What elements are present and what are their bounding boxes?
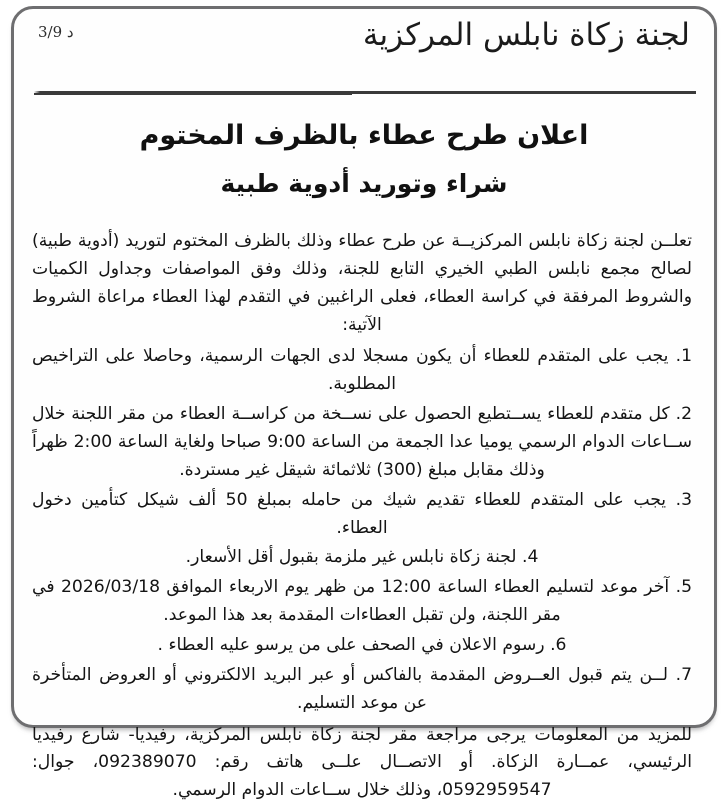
advertisement-header <box>14 9 714 91</box>
condition-number: 1. <box>675 346 692 367</box>
condition-text: يجب على المتقدم للعطاء أن يكون مسجلا لدى الجهات الرسمية، وحاصلا على التراخيص المطلوبة. <box>32 346 669 395</box>
condition-number: 7. <box>675 664 692 685</box>
advertisement-title: اعلان طرح عطاء بالظرف المختوم <box>139 120 589 151</box>
condition-item <box>32 632 692 660</box>
conditions-list <box>32 343 692 717</box>
advertisement-body <box>32 228 692 805</box>
condition-text: يجب على المتقدم للعطاء تقديم شيك من حامله بمبلغ 50 ألف شيكل كتأمين دخول العطاء. <box>32 489 667 538</box>
condition-item <box>32 662 692 718</box>
organization-name: لجنة زكاة نابلس المركزية <box>362 17 690 53</box>
condition-text: آخر موعد لتسليم العطاء الساعة 12:00 من ظهر يوم الاربعاء الموافق 2026/03/18 في مقر اللجنة، ولن تقبل العطاءات المقدمة بعد هذا الموعد. <box>32 577 670 626</box>
advertisement-subtitle: شراء وتوريد أدوية طبية <box>220 168 508 198</box>
intro-paragraph: تعلــن لجنة زكاة نابلس المركزيــة عن طرح عطاء وذلك بالظرف المختوم لتوريد (أدوية طبية) لصالح مجمع نابلس الطبي الخيري التابع للجنة، وذلك وفق المواصفات وجداول الكميات والشروط المرفقة في كراسة العطاء، فعلى الراغبين في التقدم لهذا العطاء مراعاة الشروط الآتية: <box>32 231 692 335</box>
condition-number: 6. <box>550 635 567 656</box>
condition-item <box>32 401 692 485</box>
condition-number: 4. <box>521 547 539 568</box>
header-divider <box>34 91 696 94</box>
page-reference-mark: د 3/9 <box>38 23 74 41</box>
advertisement-frame <box>11 6 717 801</box>
title-block <box>14 116 714 202</box>
condition-text: لــن يتم قبول العــروض المقدمة بالفاكس أو عبر البريد الالكتروني أو العروض المتأخرة عن موعد التسليم. <box>32 664 668 713</box>
condition-number: 5. <box>675 577 692 598</box>
condition-item <box>32 574 692 630</box>
condition-number: 2. <box>675 404 692 425</box>
condition-item <box>32 343 692 399</box>
condition-number: 3. <box>675 489 692 510</box>
condition-text: رسوم الاعلان في الصحف على من يرسو عليه العطاء . <box>157 635 545 656</box>
condition-item <box>32 487 692 543</box>
condition-text: لجنة زكاة نابلس غير ملزمة بقبول أقل الأسعار. <box>185 547 517 568</box>
condition-text: كل متقدم للعطاء يســتطيع الحصول على نســخة من كراســة العطاء من مقر اللجنة خلال ســاعات الدوام الرسمي يوميا عدا الجمعة من الساعة 9:00 صباحا ولغاية الساعة 2:00 ظهراً وذلك مقابل مبلغ (300) ثلاثمائة شيقل غير مستردة. <box>32 404 692 480</box>
condition-item <box>32 544 692 572</box>
closing-contact-paragraph: للمزيد من المعلومات يرجى مراجعة مقر لجنة زكاة نابلس المركزية، رفيديا- شارع رفيديا الرئيسي، عمــارة الزكاة. أو الاتصــال علــى هاتف رقم: 092389070، جوال: 0592959547، وذلك خلال ســاعات الدوام الرسمي. <box>32 724 692 801</box>
